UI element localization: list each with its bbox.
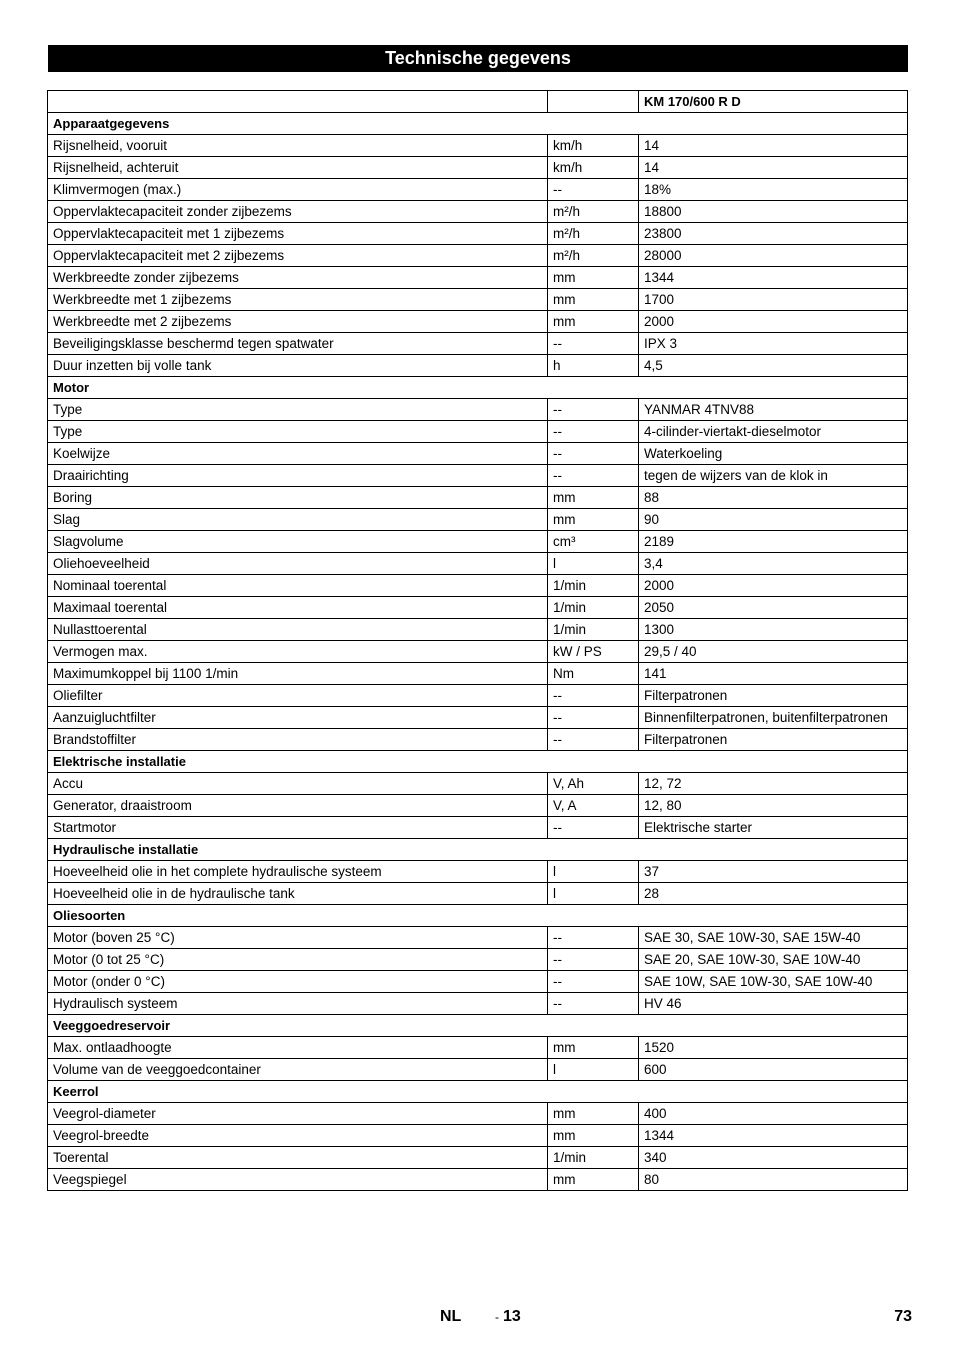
unit-cell: mm: [548, 311, 639, 333]
unit-cell: --: [548, 817, 639, 839]
unit-cell: V, A: [548, 795, 639, 817]
param-cell: Brandstoffilter: [48, 729, 548, 751]
param-cell: Type: [48, 421, 548, 443]
unit-cell: cm³: [548, 531, 639, 553]
footer-language: NL: [440, 1308, 462, 1325]
unit-cell: --: [548, 333, 639, 355]
table-row: [48, 1059, 908, 1081]
unit-cell: mm: [548, 1103, 639, 1125]
unit-cell: 1/min: [548, 619, 639, 641]
param-cell: Oliefilter: [48, 685, 548, 707]
param-cell: Veegrol-breedte: [48, 1125, 548, 1147]
table-row: [48, 135, 908, 157]
param-cell: Beveiligingsklasse beschermd tegen spatwater: [48, 333, 548, 355]
param-cell: Nullasttoerental: [48, 619, 548, 641]
value-cell: 88: [639, 487, 908, 509]
table-row: [48, 201, 908, 223]
value-cell: 340: [639, 1147, 908, 1169]
value-cell: 1300: [639, 619, 908, 641]
table-row: [48, 927, 908, 949]
specs-table: [47, 90, 908, 1191]
footer-section-page: [495, 1308, 521, 1326]
unit-cell: --: [548, 971, 639, 993]
footer-page-number: 73: [894, 1308, 912, 1325]
table-row: [48, 267, 908, 289]
unit-cell: km/h: [548, 157, 639, 179]
table-row: [48, 773, 908, 795]
section-row: [48, 905, 908, 927]
value-cell: 4,5: [639, 355, 908, 377]
section-row: [48, 751, 908, 773]
table-row: [48, 355, 908, 377]
table-row: [48, 1037, 908, 1059]
unit-cell: mm: [548, 289, 639, 311]
param-cell: Toerental: [48, 1147, 548, 1169]
param-cell: Veegrol-diameter: [48, 1103, 548, 1125]
table-row: [48, 245, 908, 267]
table-row: [48, 971, 908, 993]
param-cell: Draairichting: [48, 465, 548, 487]
value-cell: 600: [639, 1059, 908, 1081]
section-title: Elektrische installatie: [48, 751, 908, 773]
table-row: [48, 179, 908, 201]
table-row: [48, 1125, 908, 1147]
unit-cell: mm: [548, 509, 639, 531]
header-param: [48, 91, 548, 113]
param-cell: Duur inzetten bij volle tank: [48, 355, 548, 377]
section-row: [48, 1081, 908, 1103]
value-cell: 141: [639, 663, 908, 685]
unit-cell: Nm: [548, 663, 639, 685]
value-cell: IPX 3: [639, 333, 908, 355]
value-cell: 23800: [639, 223, 908, 245]
unit-cell: km/h: [548, 135, 639, 157]
param-cell: Oliehoeveelheid: [48, 553, 548, 575]
value-cell: 28: [639, 883, 908, 905]
table-row: [48, 399, 908, 421]
param-cell: Koelwijze: [48, 443, 548, 465]
value-cell: 37: [639, 861, 908, 883]
param-cell: Rijsnelheid, achteruit: [48, 157, 548, 179]
value-cell: 2000: [639, 311, 908, 333]
unit-cell: mm: [548, 267, 639, 289]
table-row: [48, 1169, 908, 1191]
table-row: [48, 795, 908, 817]
table-row: [48, 685, 908, 707]
unit-cell: --: [548, 927, 639, 949]
value-cell: 2000: [639, 575, 908, 597]
value-cell: 1700: [639, 289, 908, 311]
table-header-row: [48, 91, 908, 113]
table-row: [48, 157, 908, 179]
unit-cell: --: [548, 729, 639, 751]
param-cell: Oppervlaktecapaciteit met 1 zijbezems: [48, 223, 548, 245]
header-unit: [548, 91, 639, 113]
unit-cell: mm: [548, 1037, 639, 1059]
value-cell: 1344: [639, 267, 908, 289]
param-cell: Accu: [48, 773, 548, 795]
specs-table-body: [48, 91, 908, 1191]
table-row: [48, 531, 908, 553]
table-row: [48, 597, 908, 619]
table-row: [48, 311, 908, 333]
value-cell: 1520: [639, 1037, 908, 1059]
table-row: [48, 729, 908, 751]
table-row: [48, 421, 908, 443]
param-cell: Werkbreedte met 2 zijbezems: [48, 311, 548, 333]
section-title: Oliesoorten: [48, 905, 908, 927]
section-title: Hydraulische installatie: [48, 839, 908, 861]
section-title: Keerrol: [48, 1081, 908, 1103]
unit-cell: --: [548, 707, 639, 729]
unit-cell: --: [548, 179, 639, 201]
value-cell: 1344: [639, 1125, 908, 1147]
unit-cell: V, Ah: [548, 773, 639, 795]
param-cell: Aanzuigluchtfilter: [48, 707, 548, 729]
value-cell: YANMAR 4TNV88: [639, 399, 908, 421]
value-cell: 2050: [639, 597, 908, 619]
table-row: [48, 817, 908, 839]
section-title: Motor: [48, 377, 908, 399]
value-cell: HV 46: [639, 993, 908, 1015]
footer-dash: -: [495, 1310, 499, 1324]
table-row: [48, 223, 908, 245]
value-cell: SAE 10W, SAE 10W-30, SAE 10W-40: [639, 971, 908, 993]
param-cell: Hoeveelheid olie in de hydraulische tank: [48, 883, 548, 905]
table-row: [48, 487, 908, 509]
value-cell: Filterpatronen: [639, 685, 908, 707]
value-cell: 14: [639, 135, 908, 157]
table-row: [48, 619, 908, 641]
param-cell: Werkbreedte zonder zijbezems: [48, 267, 548, 289]
section-row: [48, 1015, 908, 1037]
param-cell: Startmotor: [48, 817, 548, 839]
param-cell: Generator, draaistroom: [48, 795, 548, 817]
unit-cell: kW / PS: [548, 641, 639, 663]
value-cell: 18%: [639, 179, 908, 201]
unit-cell: --: [548, 443, 639, 465]
param-cell: Slagvolume: [48, 531, 548, 553]
param-cell: Boring: [48, 487, 548, 509]
unit-cell: l: [548, 883, 639, 905]
header-model: KM 170/600 R D: [639, 91, 908, 113]
value-cell: 12, 80: [639, 795, 908, 817]
unit-cell: m²/h: [548, 201, 639, 223]
value-cell: 29,5 / 40: [639, 641, 908, 663]
value-cell: Elektrische starter: [639, 817, 908, 839]
param-cell: Hydraulisch systeem: [48, 993, 548, 1015]
value-cell: Filterpatronen: [639, 729, 908, 751]
footer-page: 13: [503, 1308, 521, 1325]
value-cell: SAE 30, SAE 10W-30, SAE 15W-40: [639, 927, 908, 949]
table-row: [48, 333, 908, 355]
value-cell: 3,4: [639, 553, 908, 575]
value-cell: SAE 20, SAE 10W-30, SAE 10W-40: [639, 949, 908, 971]
unit-cell: 1/min: [548, 575, 639, 597]
table-row: [48, 443, 908, 465]
unit-cell: m²/h: [548, 245, 639, 267]
param-cell: Nominaal toerental: [48, 575, 548, 597]
value-cell: Binnenfilterpatronen, buitenfilterpatronen: [639, 707, 908, 729]
param-cell: Motor (boven 25 °C): [48, 927, 548, 949]
param-cell: Oppervlaktecapaciteit zonder zijbezems: [48, 201, 548, 223]
table-row: [48, 553, 908, 575]
value-cell: 400: [639, 1103, 908, 1125]
value-cell: 28000: [639, 245, 908, 267]
value-cell: Waterkoeling: [639, 443, 908, 465]
table-row: [48, 993, 908, 1015]
param-cell: Klimvermogen (max.): [48, 179, 548, 201]
section-row: [48, 839, 908, 861]
param-cell: Motor (0 tot 25 °C): [48, 949, 548, 971]
param-cell: Volume van de veeggoedcontainer: [48, 1059, 548, 1081]
value-cell: 90: [639, 509, 908, 531]
param-cell: Werkbreedte met 1 zijbezems: [48, 289, 548, 311]
value-cell: 80: [639, 1169, 908, 1191]
param-cell: Oppervlaktecapaciteit met 2 zijbezems: [48, 245, 548, 267]
param-cell: Rijsnelheid, vooruit: [48, 135, 548, 157]
unit-cell: mm: [548, 1169, 639, 1191]
unit-cell: 1/min: [548, 1147, 639, 1169]
value-cell: tegen de wijzers van de klok in: [639, 465, 908, 487]
value-cell: 14: [639, 157, 908, 179]
table-row: [48, 707, 908, 729]
unit-cell: --: [548, 465, 639, 487]
unit-cell: --: [548, 993, 639, 1015]
table-row: [48, 883, 908, 905]
param-cell: Veegspiegel: [48, 1169, 548, 1191]
table-row: [48, 641, 908, 663]
section-title: Veeggoedreservoir: [48, 1015, 908, 1037]
unit-cell: mm: [548, 487, 639, 509]
param-cell: Hoeveelheid olie in het complete hydraulische systeem: [48, 861, 548, 883]
section-row: [48, 377, 908, 399]
page-title: Technische gegevens: [48, 45, 908, 72]
unit-cell: l: [548, 1059, 639, 1081]
unit-cell: m²/h: [548, 223, 639, 245]
unit-cell: --: [548, 421, 639, 443]
unit-cell: l: [548, 553, 639, 575]
table-row: [48, 1147, 908, 1169]
table-row: [48, 289, 908, 311]
unit-cell: h: [548, 355, 639, 377]
table-row: [48, 1103, 908, 1125]
param-cell: Motor (onder 0 °C): [48, 971, 548, 993]
unit-cell: l: [548, 861, 639, 883]
param-cell: Slag: [48, 509, 548, 531]
unit-cell: --: [548, 685, 639, 707]
param-cell: Maximumkoppel bij 1100 1/min: [48, 663, 548, 685]
param-cell: Vermogen max.: [48, 641, 548, 663]
unit-cell: --: [548, 949, 639, 971]
value-cell: 12, 72: [639, 773, 908, 795]
section-row: [48, 113, 908, 135]
param-cell: Maximaal toerental: [48, 597, 548, 619]
table-row: [48, 663, 908, 685]
table-row: [48, 949, 908, 971]
unit-cell: 1/min: [548, 597, 639, 619]
value-cell: 2189: [639, 531, 908, 553]
unit-cell: mm: [548, 1125, 639, 1147]
section-title: Apparaatgegevens: [48, 113, 908, 135]
table-row: [48, 575, 908, 597]
value-cell: 18800: [639, 201, 908, 223]
param-cell: Type: [48, 399, 548, 421]
unit-cell: --: [548, 399, 639, 421]
value-cell: 4-cilinder-viertakt-dieselmotor: [639, 421, 908, 443]
table-row: [48, 509, 908, 531]
param-cell: Max. ontlaadhoogte: [48, 1037, 548, 1059]
table-row: [48, 861, 908, 883]
table-row: [48, 465, 908, 487]
